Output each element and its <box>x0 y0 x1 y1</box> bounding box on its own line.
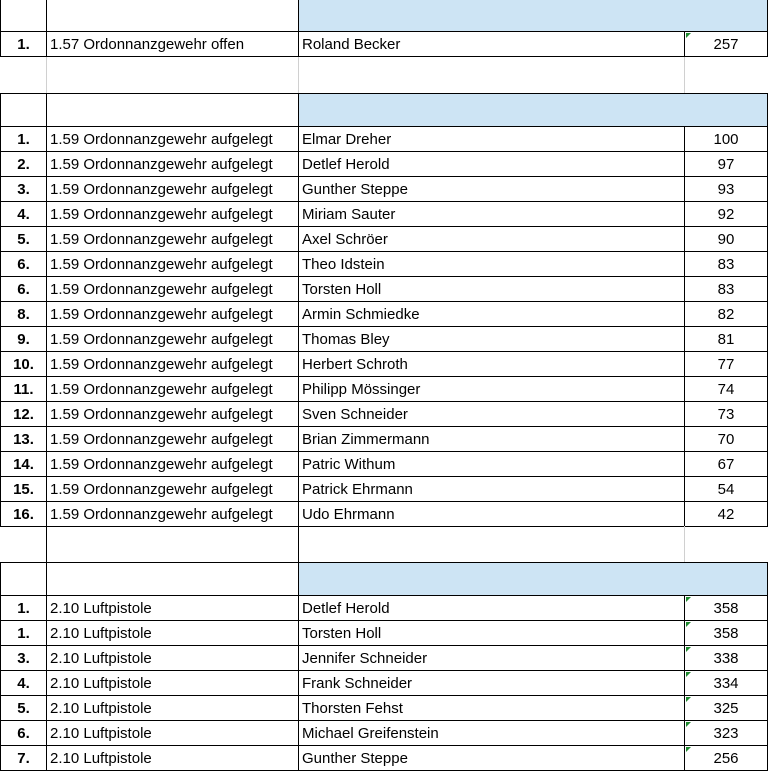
discipline-cell[interactable]: 2.10 Luftpistole <box>46 621 298 646</box>
score-cell[interactable]: 54 <box>684 477 768 502</box>
score-cell[interactable]: 257 <box>684 32 768 57</box>
name-cell[interactable]: Torsten Holl <box>298 277 684 302</box>
rank-cell[interactable]: 3. <box>0 646 46 671</box>
header-cell-discipline[interactable] <box>46 562 298 596</box>
table-row[interactable] <box>0 696 768 721</box>
name-cell[interactable]: Herbert Schroth <box>298 352 684 377</box>
discipline-cell[interactable]: 1.59 Ordonnanzgewehr aufgelegt <box>46 402 298 427</box>
score-cell[interactable]: 92 <box>684 202 768 227</box>
table-row[interactable] <box>0 646 768 671</box>
header-cell-score[interactable] <box>684 562 768 596</box>
rank-cell[interactable]: 2. <box>0 152 46 177</box>
header-cell-discipline[interactable] <box>46 93 298 127</box>
table-row[interactable] <box>0 202 768 227</box>
table-row[interactable] <box>0 252 768 277</box>
table-row[interactable] <box>0 227 768 252</box>
discipline-cell[interactable]: 1.59 Ordonnanzgewehr aufgelegt <box>46 302 298 327</box>
discipline-cell[interactable]: 1.59 Ordonnanzgewehr aufgelegt <box>46 452 298 477</box>
header-cell-rank[interactable] <box>0 562 46 596</box>
rank-cell[interactable]: 12. <box>0 402 46 427</box>
table-row[interactable] <box>0 152 768 177</box>
score-cell[interactable]: 93 <box>684 177 768 202</box>
score-cell[interactable]: 100 <box>684 127 768 152</box>
table-row[interactable] <box>0 621 768 646</box>
name-cell[interactable]: Udo Ehrmann <box>298 502 684 527</box>
name-cell[interactable]: Michael Greifenstein <box>298 721 684 746</box>
header-cell-name[interactable] <box>298 562 684 596</box>
name-cell[interactable]: Thorsten Fehst <box>298 696 684 721</box>
name-cell[interactable]: Gunther Steppe <box>298 746 684 771</box>
blank-cell[interactable] <box>0 526 46 563</box>
blank-row[interactable] <box>0 57 768 94</box>
table-row[interactable] <box>0 671 768 696</box>
discipline-cell[interactable]: 2.10 Luftpistole <box>46 721 298 746</box>
name-cell[interactable]: Thomas Bley <box>298 327 684 352</box>
rank-cell[interactable]: 15. <box>0 477 46 502</box>
name-cell[interactable]: Elmar Dreher <box>298 127 684 152</box>
name-cell[interactable]: Gunther Steppe <box>298 177 684 202</box>
discipline-cell[interactable]: 1.59 Ordonnanzgewehr aufgelegt <box>46 177 298 202</box>
header-cell-score[interactable] <box>684 93 768 127</box>
table-row[interactable] <box>0 721 768 746</box>
name-cell[interactable]: Brian Zimmermann <box>298 427 684 452</box>
header-cell-rank[interactable] <box>0 93 46 127</box>
section-header-row[interactable] <box>0 562 768 596</box>
rank-cell[interactable]: 10. <box>0 352 46 377</box>
discipline-cell[interactable]: 2.10 Luftpistole <box>46 696 298 721</box>
score-cell[interactable]: 358 <box>684 596 768 621</box>
rank-cell[interactable]: 7. <box>0 746 46 771</box>
rank-cell[interactable]: 1. <box>0 32 46 57</box>
score-cell[interactable]: 90 <box>684 227 768 252</box>
score-cell[interactable]: 334 <box>684 671 768 696</box>
blank-cell[interactable] <box>46 526 298 563</box>
table-row[interactable] <box>0 477 768 502</box>
score-cell[interactable]: 83 <box>684 252 768 277</box>
score-cell[interactable]: 338 <box>684 646 768 671</box>
name-cell[interactable]: Patric Withum <box>298 452 684 477</box>
name-cell[interactable]: Theo Idstein <box>298 252 684 277</box>
score-cell[interactable]: 358 <box>684 621 768 646</box>
table-row[interactable] <box>0 127 768 152</box>
name-cell[interactable]: Frank Schneider <box>298 671 684 696</box>
score-cell[interactable]: 82 <box>684 302 768 327</box>
rank-cell[interactable]: 1. <box>0 596 46 621</box>
rank-cell[interactable]: 6. <box>0 277 46 302</box>
table-row[interactable] <box>0 377 768 402</box>
table-row[interactable] <box>0 596 768 621</box>
score-cell[interactable]: 97 <box>684 152 768 177</box>
discipline-cell[interactable]: 1.59 Ordonnanzgewehr aufgelegt <box>46 327 298 352</box>
score-cell[interactable]: 77 <box>684 352 768 377</box>
name-cell[interactable]: Philipp Mössinger <box>298 377 684 402</box>
name-cell[interactable]: Torsten Holl <box>298 621 684 646</box>
discipline-cell[interactable]: 1.59 Ordonnanzgewehr aufgelegt <box>46 502 298 527</box>
rank-cell[interactable]: 11. <box>0 377 46 402</box>
rank-cell[interactable]: 4. <box>0 671 46 696</box>
discipline-cell[interactable]: 1.59 Ordonnanzgewehr aufgelegt <box>46 152 298 177</box>
blank-cell[interactable] <box>684 57 768 94</box>
rank-cell[interactable]: 3. <box>0 177 46 202</box>
discipline-cell[interactable]: 2.10 Luftpistole <box>46 746 298 771</box>
rank-cell[interactable]: 9. <box>0 327 46 352</box>
discipline-cell[interactable]: 1.59 Ordonnanzgewehr aufgelegt <box>46 377 298 402</box>
section-header-row[interactable] <box>0 0 768 32</box>
score-cell[interactable]: 42 <box>684 502 768 527</box>
table-row[interactable] <box>0 352 768 377</box>
name-cell[interactable]: Jennifer Schneider <box>298 646 684 671</box>
score-cell[interactable]: 67 <box>684 452 768 477</box>
blank-cell[interactable] <box>46 57 298 94</box>
table-row[interactable] <box>0 302 768 327</box>
table-row[interactable] <box>0 177 768 202</box>
rank-cell[interactable]: 6. <box>0 721 46 746</box>
discipline-cell[interactable]: 2.10 Luftpistole <box>46 596 298 621</box>
discipline-cell[interactable]: 1.59 Ordonnanzgewehr aufgelegt <box>46 127 298 152</box>
rank-cell[interactable]: 1. <box>0 127 46 152</box>
blank-cell[interactable] <box>298 57 684 94</box>
score-cell[interactable]: 70 <box>684 427 768 452</box>
score-cell[interactable]: 81 <box>684 327 768 352</box>
discipline-cell[interactable]: 1.59 Ordonnanzgewehr aufgelegt <box>46 477 298 502</box>
rank-cell[interactable]: 5. <box>0 696 46 721</box>
table-row[interactable] <box>0 277 768 302</box>
rank-cell[interactable]: 14. <box>0 452 46 477</box>
name-cell[interactable]: Miriam Sauter <box>298 202 684 227</box>
name-cell[interactable]: Axel Schröer <box>298 227 684 252</box>
rank-cell[interactable]: 16. <box>0 502 46 527</box>
table-row[interactable] <box>0 427 768 452</box>
discipline-cell[interactable]: 1.59 Ordonnanzgewehr aufgelegt <box>46 352 298 377</box>
table-row[interactable] <box>0 452 768 477</box>
name-cell[interactable]: Roland Becker <box>298 32 684 57</box>
rank-cell[interactable]: 13. <box>0 427 46 452</box>
discipline-cell[interactable]: 2.10 Luftpistole <box>46 671 298 696</box>
score-cell[interactable]: 325 <box>684 696 768 721</box>
score-cell[interactable]: 323 <box>684 721 768 746</box>
header-cell-rank[interactable] <box>0 0 46 32</box>
blank-cell[interactable] <box>298 526 684 563</box>
section-header-row[interactable] <box>0 93 768 127</box>
blank-row[interactable] <box>0 526 768 563</box>
blank-cell[interactable] <box>0 57 46 94</box>
table-row[interactable] <box>0 32 768 57</box>
table-row[interactable] <box>0 502 768 527</box>
rank-cell[interactable]: 4. <box>0 202 46 227</box>
score-cell[interactable]: 73 <box>684 402 768 427</box>
table-row[interactable] <box>0 746 768 771</box>
discipline-cell[interactable]: 1.59 Ordonnanzgewehr aufgelegt <box>46 202 298 227</box>
header-cell-name[interactable] <box>298 0 684 32</box>
rank-cell[interactable]: 1. <box>0 621 46 646</box>
header-cell-score[interactable] <box>684 0 768 32</box>
score-cell[interactable]: 83 <box>684 277 768 302</box>
discipline-cell[interactable]: 1.59 Ordonnanzgewehr aufgelegt <box>46 277 298 302</box>
table-row[interactable] <box>0 327 768 352</box>
name-cell[interactable]: Detlef Herold <box>298 596 684 621</box>
discipline-cell[interactable]: 1.59 Ordonnanzgewehr aufgelegt <box>46 427 298 452</box>
discipline-cell[interactable]: 2.10 Luftpistole <box>46 646 298 671</box>
header-cell-name[interactable] <box>298 93 684 127</box>
name-cell[interactable]: Armin Schmiedke <box>298 302 684 327</box>
score-cell[interactable]: 74 <box>684 377 768 402</box>
discipline-cell[interactable]: 1.59 Ordonnanzgewehr aufgelegt <box>46 227 298 252</box>
discipline-cell[interactable]: 1.59 Ordonnanzgewehr aufgelegt <box>46 252 298 277</box>
discipline-cell[interactable]: 1.57 Ordonnanzgewehr offen <box>46 32 298 57</box>
rank-cell[interactable]: 5. <box>0 227 46 252</box>
score-cell[interactable]: 256 <box>684 746 768 771</box>
name-cell[interactable]: Detlef Herold <box>298 152 684 177</box>
table-row[interactable] <box>0 402 768 427</box>
rank-cell[interactable]: 6. <box>0 252 46 277</box>
blank-cell[interactable] <box>684 526 768 563</box>
header-cell-discipline[interactable] <box>46 0 298 32</box>
name-cell[interactable]: Patrick Ehrmann <box>298 477 684 502</box>
rank-cell[interactable]: 8. <box>0 302 46 327</box>
name-cell[interactable]: Sven Schneider <box>298 402 684 427</box>
